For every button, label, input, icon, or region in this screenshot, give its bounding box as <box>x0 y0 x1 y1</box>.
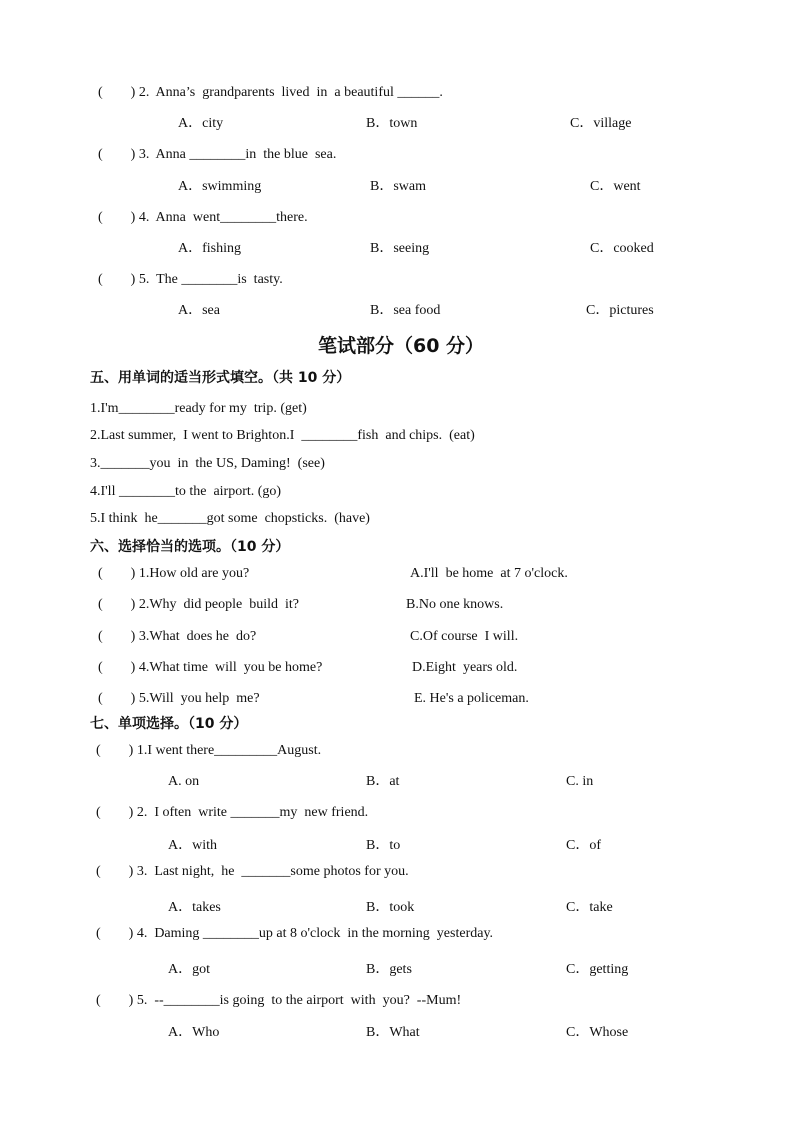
question-stem: ( ) 5. --________is going to the airport with you? --Mum! <box>96 993 462 1008</box>
option-b: B．gets <box>366 962 412 977</box>
match-question: ( ) 5.Will you help me? <box>98 691 260 706</box>
option-b: B．took <box>366 900 415 915</box>
match-answer: B.No one knows. <box>406 597 504 612</box>
question-stem: ( ) 3. Last night, he _______some photos for you. <box>96 864 409 879</box>
section-heading: 五、用单词的适当形式填空。（共 10 分） <box>90 370 351 386</box>
option-c: C. in <box>566 774 594 789</box>
fill-in-item: 1.I'm________ready for my trip. (get) <box>90 401 307 416</box>
option-a: A．got <box>168 962 210 977</box>
fill-in-item: 5.I think he_______got some chopsticks. (have) <box>90 511 370 526</box>
option-c: C．village <box>570 116 632 131</box>
option-a: A．with <box>168 838 217 853</box>
option-c: C．pictures <box>586 303 654 318</box>
option-b: B．What <box>366 1025 420 1040</box>
option-a: A．sea <box>178 303 220 318</box>
option-c: C．getting <box>566 962 629 977</box>
option-b: B．swam <box>370 179 426 194</box>
option-c: C．of <box>566 838 601 853</box>
section-heading: 七、单项选择。（10 分） <box>90 716 248 732</box>
question-stem: ( ) 3. Anna ________in the blue sea. <box>98 147 337 162</box>
match-question: ( ) 4.What time will you be home? <box>98 660 323 675</box>
question-stem: ( ) 2. Anna’s grandparents lived in a beautiful ______. <box>98 85 443 100</box>
option-b: B．seeing <box>370 241 430 256</box>
option-b: B．at <box>366 774 400 789</box>
option-a: A．swimming <box>178 179 262 194</box>
option-b: B．town <box>366 116 418 131</box>
option-a: A．city <box>178 116 224 131</box>
option-a: A. on <box>168 774 200 789</box>
match-answer: D.Eight years old. <box>412 660 518 675</box>
option-c: C．Whose <box>566 1025 629 1040</box>
question-stem: ( ) 2. I often write _______my new friend. <box>96 805 369 820</box>
fill-in-item: 3._______you in the US, Daming! (see) <box>90 456 325 471</box>
match-question: ( ) 2.Why did people build it? <box>98 597 300 612</box>
option-c: C．cooked <box>590 241 654 256</box>
option-c: C．went <box>590 179 641 194</box>
question-stem: ( ) 4. Daming ________up at 8 o'clock in the morning yesterday. <box>96 926 494 941</box>
written-part-title: 笔试部分（60 分） <box>318 335 485 357</box>
match-answer: E. He's a policeman. <box>414 691 529 706</box>
option-a: A．fishing <box>178 241 241 256</box>
match-answer: C.Of course I will. <box>410 629 519 644</box>
match-question: ( ) 1.How old are you? <box>98 566 250 581</box>
fill-in-item: 2.Last summer, I went to Brighton.I ________fish and chips. (eat) <box>90 428 475 443</box>
match-answer: A.I'll be home at 7 o'clock. <box>410 566 568 581</box>
option-c: C．take <box>566 900 613 915</box>
match-question: ( ) 3.What does he do? <box>98 629 257 644</box>
question-stem: ( ) 1.I went there_________August. <box>96 743 322 758</box>
option-a: A．Who <box>168 1025 220 1040</box>
option-b: B．to <box>366 838 401 853</box>
option-b: B．sea food <box>370 303 441 318</box>
fill-in-item: 4.I'll ________to the airport. (go) <box>90 484 282 499</box>
question-stem: ( ) 4. Anna went________there. <box>98 210 308 225</box>
option-a: A．takes <box>168 900 221 915</box>
question-stem: ( ) 5. The ________is tasty. <box>98 272 283 287</box>
section-heading: 六、选择恰当的选项。（10 分） <box>90 539 290 555</box>
